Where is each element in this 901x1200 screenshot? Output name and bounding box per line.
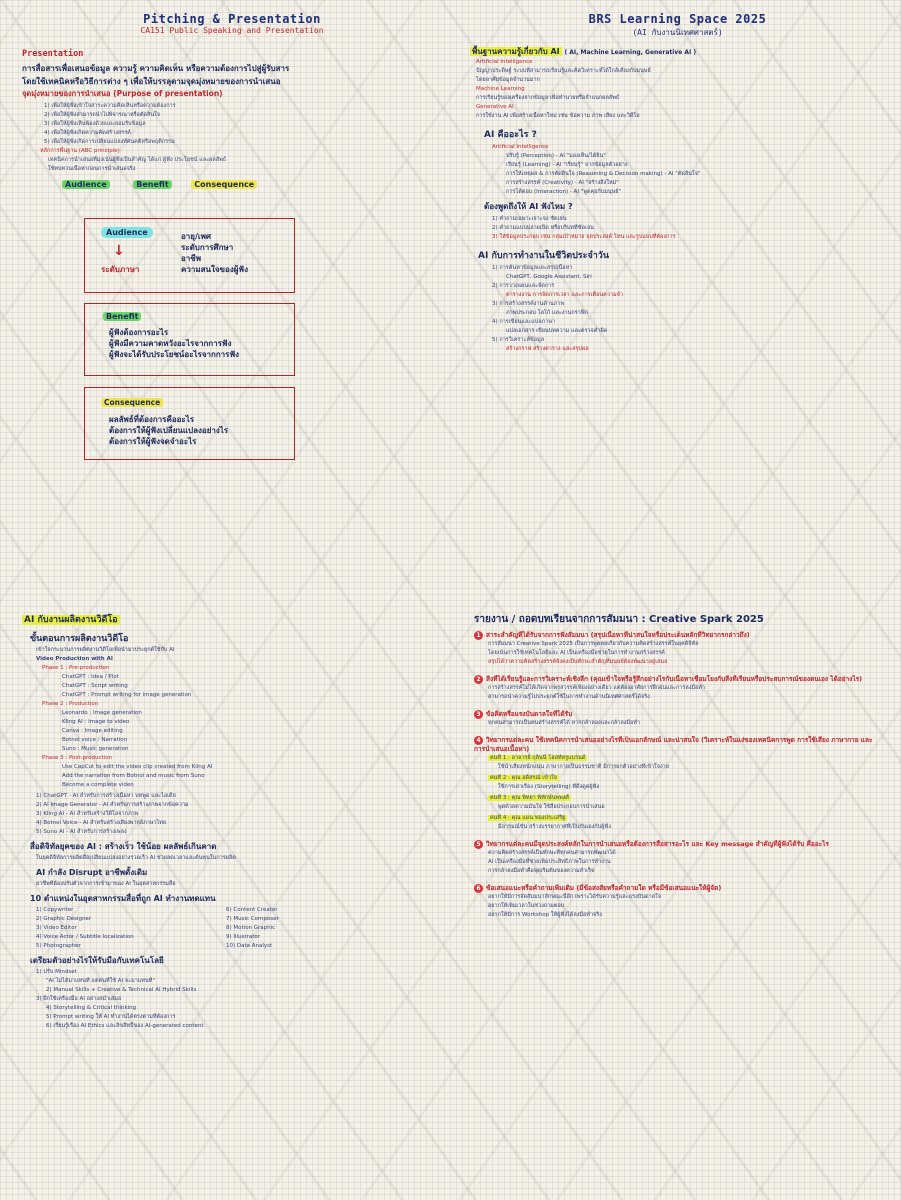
audience-label: Audience [101, 227, 153, 238]
pitching-presentation-page [22, 12, 442, 189]
brs-learning-page [470, 12, 885, 354]
list-item: 4) Voice Actor / Subtitle localization [36, 934, 134, 940]
purpose-list [44, 102, 442, 147]
speaker-name-text: คนที่ 2 : คุณ อดิสรณ์ เข้าใจ [490, 775, 557, 781]
speaker-note: ใช้การเล่าเรื่อง (Storytelling) ที่ดึงดูดผู้ฟัง [498, 784, 600, 790]
list-item: ภาพประกอบ โลโก้ และงานกราฟิก [506, 310, 588, 316]
list-item: 6) เรียนรู้เรื่อง AI Ethics และลิขสิทธิ์ของ AI-generated content [46, 1023, 204, 1029]
phase-1-label: Phase 1 : Pre-production [42, 665, 110, 671]
list-item: 1) การค้นหาข้อมูลและสรุปเนื้อหา [492, 265, 573, 271]
page-title: BRS Learning Space 2025 [588, 12, 767, 26]
report-item-5 [474, 840, 886, 876]
list-item: การเรียนรู้ของเครื่องจากข้อมูล เพื่อทำนายหรือจำแนกผลลัพธ์ [476, 95, 620, 101]
item-lines [488, 893, 886, 920]
report-item-4 [474, 736, 886, 832]
section-label: Presentation [22, 49, 84, 59]
list-item: โดยเน้นการใช้เทคโนโลยีและ AI เป็นเครื่องมือช่วยในการทำงานสร้างสรรค์ [488, 650, 665, 656]
report-item-3 [474, 710, 886, 728]
phase-3-label: Phase 3 : Post-production [42, 755, 113, 761]
section-heading: AI กำลัง Disrupt อาชีพดั้งเดิม [36, 868, 148, 877]
speaker-note: พูดด้วยความมั่นใจ ใช้สื่อประกอบการนำเสนอ [498, 804, 605, 810]
number-badge-icon: 5 [474, 840, 483, 849]
list-item: Machine Learning [476, 86, 525, 92]
list-item: ความคิดสร้างสรรค์เป็นทักษะที่ทุกคนสามารถพัฒนาได้ [488, 850, 616, 856]
heading-text: สาระสำคัญที่ได้รับจากการฟังสัมมนา (สรุปเนื้อหาที่น่าสนใจหรือประเด็นหลักที่วิทยากรกล่าวถึง) [486, 631, 750, 639]
list-item: 1) เพื่อให้ผู้ฟังเข้าใจสาระความคิดเห็นหรือความต้องการ [44, 103, 176, 109]
item-heading [474, 884, 886, 893]
list-item: โดยอาศัยข้อมูลจำนวนมาก [476, 77, 540, 83]
item-lines [488, 684, 886, 702]
list-item: การสร้างสรรค์ (Creativity) - AI "สร้างสิ่งใหม่" [506, 180, 619, 186]
jobs-grid [36, 906, 442, 951]
list-item: อยากให้เพิ่มเวลาในช่วงถามตอบ [488, 903, 565, 909]
list-item: สร้างกราฟ สร้างตาราง และสรุปผล [506, 346, 589, 352]
list-item: อาชีพ [181, 254, 201, 263]
list-item: 5) Photographer [36, 943, 81, 949]
benefit-label: Benefit [103, 312, 141, 321]
number-badge-icon: 6 [474, 884, 483, 893]
list-item: 5) การวิเคราะห์ข้อมูล [492, 337, 545, 343]
list-item: ผลลัพธ์ที่ต้องการคืออะไร [109, 415, 195, 424]
report-item-2 [474, 675, 886, 702]
list-item: สรุปได้ว่าความคิดสร้างสรรค์ยังคงเป็นทักษะสำคัญที่มนุษย์ต้องพัฒนาอยู่เสมอ [488, 659, 668, 665]
list-item: 5) Suno AI - AI สำหรับการสร้างเพลง [36, 829, 127, 835]
abc-benefit-tag: Benefit [133, 180, 171, 189]
item-lines [488, 849, 886, 876]
section-heading: ต้องพูดถึงให้ AI ฟังไหม ? [484, 202, 573, 211]
speaker-name-text: คนที่ 4 : คุณ แมน ทองประเสริฐ [490, 815, 566, 821]
list-item: ChatGPT : Idea / Plot [62, 674, 119, 680]
list-item: ผู้ฟังจะได้รับประโยชน์อะไรจากการฟัง [109, 350, 240, 359]
list-item: อยากให้มีการ Workshop ให้ผู้ฟังได้ลงมือทำจริง [488, 912, 602, 918]
list-item: ระดับการศึกษา [181, 243, 234, 252]
item-heading [474, 675, 886, 684]
page-title [22, 612, 442, 626]
heading-text: พื้นฐานความรู้เกี่ยวกับ AI [472, 47, 560, 56]
speaker-name [488, 794, 886, 803]
list-item: 8) Motion Graphic [226, 925, 276, 931]
section-heading [470, 45, 885, 58]
list-item: 1) ปรับ Mindset [36, 969, 77, 975]
video-production-label: Video Production with AI [36, 656, 113, 662]
list-item: 2) AI Image Generator - AI สำหรับการสร้างภาพจากข้อความ [36, 802, 189, 808]
section-heading: ขั้นตอนการผลิตงานวิดีโอ [30, 634, 129, 644]
list-item: สามารถนำความรู้ไปประยุกต์ใช้ในการทำงานด้านนิเทศศาสตร์ได้จริง [488, 694, 650, 700]
audience-box [84, 218, 295, 293]
heading-note: ( AI, Machine Learning, Generative AI ) [564, 49, 697, 56]
ai-basics-list [476, 58, 885, 121]
consequence-box [84, 387, 295, 460]
heading-text: ข้อเสนอแนะหรือคำถามเพิ่มเติม (มีข้อสงสัยหรือคำถามใด หรือมีข้อเสนอแนะให้ผู้จัด) [486, 884, 722, 892]
list-item: 3) Kling AI - AI สำหรับสร้างวิดีโอจากภาพ [36, 811, 139, 817]
list-item: 10) Data Analyst [226, 943, 273, 949]
list-item: Artificial Intelligence [492, 144, 549, 150]
list-item: ต้องการให้ผู้ฟังเปลี่ยนแปลงอย่างไร [109, 426, 229, 435]
list-item: Suno : Music generation [62, 746, 129, 752]
item-lines [488, 719, 886, 728]
list-item: Become a complete video [62, 782, 134, 788]
purpose-title: จุดมุ่งหมายของการนำเสนอ (Purpose of presentation) [22, 89, 223, 98]
intro-line-1: การสื่อสารเพื่อเสนอข้อมูล ความรู้ ความคิดเห็น หรือความต้องการไปสู่ผู้รับสาร [22, 64, 290, 73]
section-desc: ในยุคดิจิทัลการผลิตสื่อเปลี่ยนแปลงอย่างรวดเร็ว AI ช่วยลดเวลาและต้นทุนในการผลิต [36, 855, 236, 861]
list-item: Canva : Image editing [62, 728, 123, 734]
list-item: 4) การเขียนและแปลภาษา [492, 319, 556, 325]
list-item: การใช้งาน AI เพื่อสร้างเนื้อหาใหม่ เช่น ข้อความ ภาพ เสียง และวิดีโอ [476, 113, 640, 119]
abc-row [62, 180, 442, 189]
benefit-list [109, 327, 239, 360]
report-item-6 [474, 884, 886, 920]
abc-consequence-tag: Consequence [191, 180, 257, 189]
principle-title: หลักการพื้นฐาน (ABC principle) [40, 148, 120, 154]
list-item: ChatGPT, Google Assistant, Siri [506, 274, 592, 280]
list-item: ต้องการให้ผู้ฟังจดจำอะไร [109, 437, 197, 446]
number-badge-icon: 4 [474, 736, 483, 745]
speaker-list [488, 754, 886, 832]
benefit-box [84, 303, 295, 376]
number-badge-icon: 3 [474, 710, 483, 719]
list-item: ผู้ฟังต้องการอะไร [109, 328, 169, 337]
item-lines [488, 640, 886, 667]
speaker-name [488, 774, 886, 783]
page-title: Pitching & Presentation [143, 12, 321, 26]
speaker-name [488, 814, 886, 823]
list-item: ตารางงาน การจัดการเวลา และการเตือนความจำ [506, 292, 623, 298]
phase-1-list [62, 673, 442, 700]
jobs-col-left [36, 906, 226, 951]
speaker-name-text: คนที่ 1 : อาจารย์ กุลินนี่ โฮสท์ทรูแบรนด์ [490, 755, 586, 761]
list-item: 2) การวางแผนและจัดการ [492, 283, 555, 289]
list-item: ChatGPT : Script writing [62, 683, 128, 689]
number-badge-icon: 1 [474, 631, 483, 640]
title-text: AI กับงานผลิตงานวิดีโอ [24, 615, 118, 625]
section-heading: เตรียมตัวอย่างไรให้รับมือกับเทคโนโลยี [30, 956, 164, 965]
list-item: การสร้างสรรค์ไม่ได้เกิดจากพรสวรรค์เพียงอย่างเดียว แต่ต้องอาศัยการฝึกฝนและการลงมือทำ [488, 685, 706, 691]
list-item: ปรับรู้ (Perception) - AI "มองเห็น/ได้ยิน" [506, 153, 606, 159]
list-item: 9) Illustrator [226, 934, 260, 940]
consequence-list [109, 414, 228, 447]
prompt-list [492, 215, 885, 242]
list-item: 4) Storytelling & Critical thinking [46, 1005, 137, 1011]
phase-3-list [62, 763, 442, 790]
consequence-label: Consequence [101, 398, 163, 407]
list-item: 5) Prompt writing ให้ AI ทำงานได้ตรงตามที่ต้องการ [46, 1014, 176, 1020]
list-item: 1) Copywriter [36, 907, 74, 913]
section-heading: AI กับการทำงานในชีวิตประจำวัน [478, 251, 610, 261]
heading-text: วิทยากรแต่ละคนมีจุดประสงค์หลักในการนำเสนอหรือต้องการสื่อสารอะไร และ Key message สำคัญที่ผู้ฟังได้รับ คืออะไร [486, 840, 829, 848]
heading-text: วิทยากรแต่ละคน ใช้เทคนิคการนำเสนออย่างไรที่เป็นเอกลักษณ์ และน่าสนใจ (วิเคราะห์ในแง่ของเทคนิคการพูด การใช้เสียง ภาษากาย และการนำเสนอเนื้อหา) [474, 736, 873, 753]
item-heading [474, 736, 886, 754]
prep-list [36, 968, 442, 1031]
down-arrow-icon: ↓ [113, 243, 125, 259]
audience-result: ระดับภาษา [101, 265, 140, 274]
list-item: 3) ฝึกใช้เครื่องมือ AI อย่างสม่ำเสมอ [36, 996, 122, 1002]
speaker-name [488, 754, 886, 763]
list-item: 5) เพื่อให้ผู้ฟังเกิดการเปลี่ยนแปลงทัศนคติหรือพฤติกรรม [44, 139, 175, 145]
principle-desc: ใช้ทบทวนเนื้อหาก่อนการนำเสนอจริง [48, 166, 136, 172]
list-item: 2) Graphic Designer [36, 916, 92, 922]
intro-line-2: โดยใช้เทคนิคหรือวิธีการต่าง ๆ เพื่อให้บรรลุตามจุดมุ่งหมายของการนำเสนอ [22, 77, 281, 86]
section-desc: อาชีพที่ต้องปรับตัวจากการเข้ามาของ AI ในอุตสาหกรรมสื่อ [36, 881, 176, 887]
list-item: อายุ/เพศ [181, 232, 211, 241]
tools-list [36, 792, 442, 837]
list-item: 3) การสร้างสรรค์งานด้านภาพ [492, 301, 565, 307]
list-item: การโต้ตอบ (Interaction) - AI "พูดคุยกับมนุษย์" [506, 189, 621, 195]
list-item: แปลเอกสาร เขียนบทความ และตรวจคำผิด [506, 328, 608, 334]
list-item: 2) คำถามแบบปลายเปิด หรือบริบทที่ชัดเจน [492, 225, 594, 231]
list-item: อยากให้มีการจัดสัมมนาลักษณะนี้อีก เพราะได้รับความรู้และแรงบันดาลใจ [488, 894, 661, 900]
jobs-col-right [226, 906, 279, 951]
speaker-note: ใช้น้ำเสียงหนักแน่น ภาษากายเป็นธรรมชาติ มีการยกตัวอย่างที่เข้าใจง่าย [498, 764, 669, 770]
list-item: ความสนใจของผู้ฟัง [181, 265, 248, 274]
phase-2-list [62, 709, 442, 754]
list-item: AI เป็นเครื่องมือที่ช่วยเพิ่มประสิทธิภาพในการทำงาน [488, 859, 611, 865]
abc-audience-tag: Audience [62, 180, 110, 189]
list-item: 2) Manual Skills + Creative & Technical AI Hybrid Skills [46, 987, 197, 993]
list-item: ทุกคนสามารถเป็นคนสร้างสรรค์ได้ หากกล้าลองและกล้าลงมือทำ [488, 720, 641, 726]
audience-list [181, 231, 248, 275]
list-item: Botnoi voice : Narration [62, 737, 128, 743]
list-item: Kling AI : Image to video [62, 719, 130, 725]
report-item-1 [474, 631, 886, 667]
list-item: 1) คำถามเฉพาะเจาะจง ชัดเจน [492, 216, 567, 222]
list-item: Leonardo : Image generation [62, 710, 142, 716]
list-item: การกล้าลงมือทำคือจุดเริ่มต้นของความสำเร็จ [488, 868, 595, 874]
list-item: 2) เพื่อให้ผู้ฟังสามารถนำไปพิจารณาหรือตัดสินใจ [44, 112, 160, 118]
section-heading: AI คืออะไร ? [484, 130, 537, 140]
page-title: รายงาน / ถอดบทเรียนจากการสัมมนา : Creative Spark 2025 [474, 614, 764, 625]
list-item: 3) ให้ข้อมูลประกอบ เช่น กลุ่มเป้าหมาย จุดประสงค์ โทน และรูปแบบที่ต้องการ [492, 234, 676, 240]
page-subtitle: (AI กับงานนิเทศศาสตร์) [632, 28, 723, 37]
list-item: "AI ไม่ได้มาแทนที่ แต่คนที่ใช้ AI จะมาแทนที่" [46, 978, 155, 984]
list-item: การสัมมนา Creative Spark 2025 เป็นการพูดคุยเกี่ยวกับความคิดสร้างสรรค์ในยุคดิจิทัล [488, 641, 699, 647]
number-badge-icon: 2 [474, 675, 483, 684]
list-item: 3) เพื่อให้ผู้ฟังเห็นพ้องด้วยและยอมรับข้อมูล [44, 121, 146, 127]
list-item: 7) Music Composer [226, 916, 279, 922]
list-item: 6) Content Creator [226, 907, 278, 913]
list-item: Artificial Intelligence [476, 59, 533, 65]
principle-desc: เทคนิคการนำเสนอที่มุ่งเน้นผู้ฟังเป็นสำคัญ ได้แก่ ผู้ฟัง ประโยชน์ และผลลัพธ์ [48, 157, 227, 163]
list-item: การให้เหตุผล & การตัดสินใจ (Reasoning & Decision making) - AI "ตัดสินใจ" [506, 171, 701, 177]
daily-ai-list [492, 264, 885, 354]
list-item: 4) Botnoi Voice - AI สำหรับสร้างเสียงพากย์ภาษาไทย [36, 820, 167, 826]
item-heading [474, 840, 886, 849]
heading-text: สิ่งที่ได้เรียนรู้และการวิเคราะห์เชิงลึก (คุณเข้าใจหรือรู้สึกอย่างไรกับเนื้อหาเชื่อมโยงกับสิ่งที่เรียนหรือประสบการณ์ของตนเอง ได้อย่างไร) [486, 675, 863, 683]
phase-2-label: Phase 2 : Production [42, 701, 99, 707]
intro-text: เข้าใจกระบวนการผลิตงานวิดีโอเพื่อนำมาประยุกต์ใช้กับ AI [36, 647, 175, 653]
heading-text: ข้อคิดหรือแรงบันดาลใจที่ได้รับ [486, 710, 573, 718]
list-item: ChatGPT : Prompt writing for image generation [62, 692, 192, 698]
creative-spark-report-page [474, 612, 886, 920]
speaker-note: มีอารมณ์ขัน สร้างบรรยากาศที่เป็นกันเองกับผู้ฟัง [498, 824, 612, 830]
ai-what-list [492, 143, 885, 197]
section-heading: สื่อดิจิทัลยุคของ AI : สร้างเร็ว ใช้น้อย ผลลัพธ์เกินคาด [30, 842, 217, 851]
page-subtitle: CA151 Public Speaking and Presentation [140, 26, 324, 35]
speaker-name-text: คนที่ 3 : คุณ พิทยา พิทักษ์นพพงศ์ [490, 795, 569, 801]
list-item: ปัญญาประดิษฐ์ ระบบที่สามารถเรียนรู้และคิดวิเคราะห์ได้ใกล้เคียงกับมนุษย์ [476, 68, 651, 74]
list-item: 1) ChatGPT - AI สำหรับการสร้างเนื้อหา บทพูด และไอเดีย [36, 793, 176, 799]
section-heading: 10 ตำแหน่งในอุตสาหกรรมสื่อที่ถูก AI ทำงานทดแทน [30, 894, 216, 903]
list-item: Use CapCut to edit the video clip created from Kling AI [62, 764, 213, 770]
item-heading [474, 631, 886, 640]
list-item: เรียนรู้ (Learning) - AI "เรียนรู้" จากข้อมูลตัวอย่าง [506, 162, 628, 168]
list-item: 3) Video Editor [36, 925, 77, 931]
ai-video-page [22, 612, 442, 1031]
item-heading [474, 710, 886, 719]
list-item: 4) เพื่อให้ผู้ฟังเกิดความคิดสร้างสรรค์ [44, 130, 131, 136]
list-item: Add the narration from Botnoi and music from Suno [62, 773, 205, 779]
list-item: ผู้ฟังมีความคาดหวังอะไรจากการฟัง [109, 339, 232, 348]
list-item: Generative AI [476, 104, 514, 110]
